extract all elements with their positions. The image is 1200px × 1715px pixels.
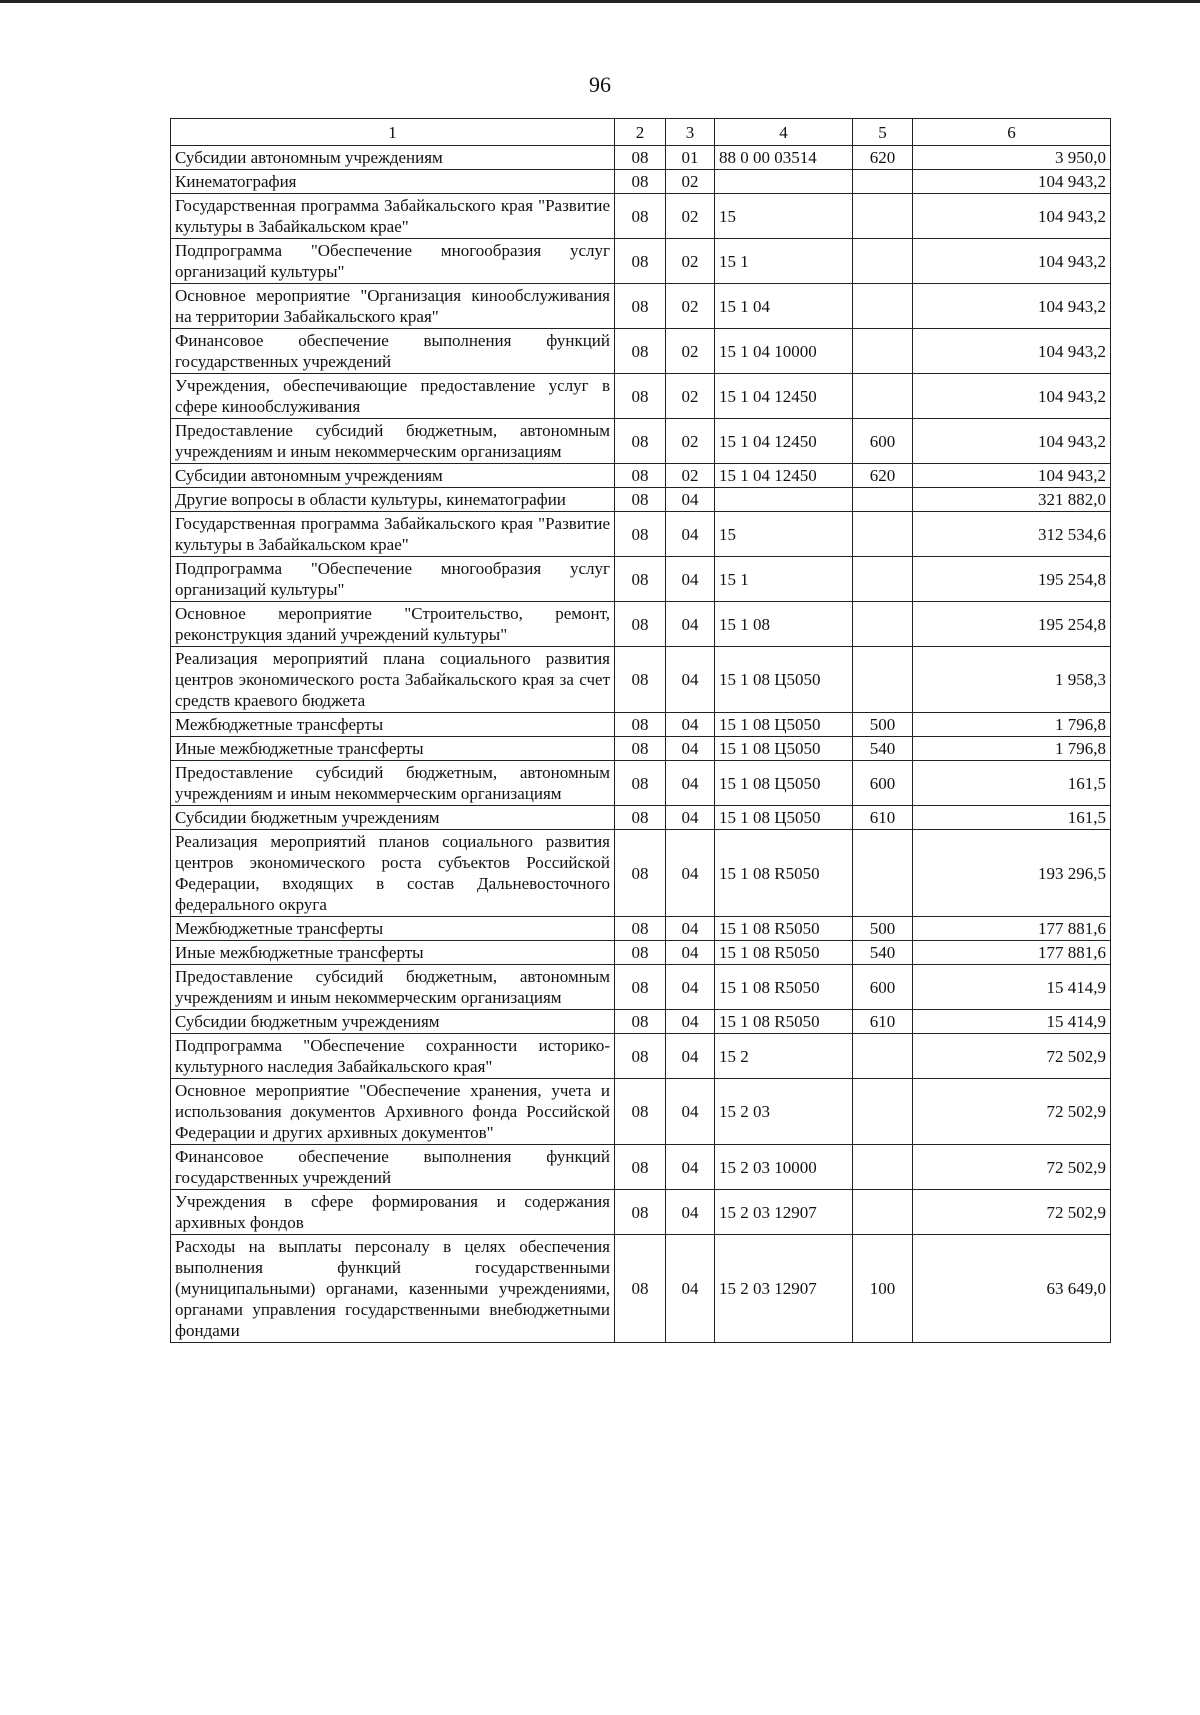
row-expense-type: 600: [853, 965, 913, 1010]
row-name: Субсидии бюджетным учреждениям: [171, 806, 615, 830]
table-row: [171, 419, 1111, 464]
row-expense-type: [853, 488, 913, 512]
table-row: [171, 713, 1111, 737]
row-target-code: 15: [715, 512, 853, 557]
row-amount: 1 958,3: [913, 647, 1111, 713]
page-number: 96: [589, 72, 611, 97]
row-target-code: 15 1 08 Ц5050: [715, 737, 853, 761]
row-name: Субсидии бюджетным учреждениям: [171, 1010, 615, 1034]
row-name: Расходы на выплаты персоналу в целях обеспечения выполнения функций государственными (муниципальными) органами, казенными учреждениями, органами управления государственными внебюджетными фондами: [171, 1235, 615, 1343]
row-target-code: 15 1 04 12450: [715, 464, 853, 488]
row-expense-type: [853, 1190, 913, 1235]
row-expense-type: 600: [853, 419, 913, 464]
table-row: [171, 1034, 1111, 1079]
row-name: Предоставление субсидий бюджетным, автономным учреждениям и иным некоммерческим организациям: [171, 761, 615, 806]
row-subsection: 04: [666, 713, 715, 737]
row-name: Учреждения, обеспечивающие предоставление услуг в сфере кинообслуживания: [171, 374, 615, 419]
row-section: 08: [615, 647, 666, 713]
row-target-code: 15 1 08 R5050: [715, 941, 853, 965]
row-name: Подпрограмма "Обеспечение многообразия услуг организаций культуры": [171, 239, 615, 284]
row-expense-type: 540: [853, 737, 913, 761]
row-expense-type: 610: [853, 1010, 913, 1034]
row-subsection: 04: [666, 761, 715, 806]
row-expense-type: [853, 194, 913, 239]
row-amount: 104 943,2: [913, 464, 1111, 488]
scan-edge: [0, 0, 1200, 3]
row-section: 08: [615, 1190, 666, 1235]
row-subsection: 02: [666, 239, 715, 284]
row-amount: 104 943,2: [913, 170, 1111, 194]
row-target-code: 15 2 03: [715, 1079, 853, 1145]
row-amount: 321 882,0: [913, 488, 1111, 512]
row-subsection: 04: [666, 602, 715, 647]
row-subsection: 02: [666, 464, 715, 488]
table-body: [171, 146, 1111, 1343]
row-subsection: 04: [666, 941, 715, 965]
row-expense-type: 100: [853, 1235, 913, 1343]
row-target-code: 15 1 04 12450: [715, 374, 853, 419]
row-amount: 1 796,8: [913, 737, 1111, 761]
row-amount: 177 881,6: [913, 917, 1111, 941]
row-name: Реализация мероприятий плана социального развития центров экономического роста Забайкальского края за счет средств краевого бюджета: [171, 647, 615, 713]
row-expense-type: [853, 557, 913, 602]
row-amount: 104 943,2: [913, 239, 1111, 284]
row-amount: 1 796,8: [913, 713, 1111, 737]
header-col-5: 5: [853, 119, 913, 146]
row-subsection: 02: [666, 419, 715, 464]
table-row: [171, 512, 1111, 557]
header-col-3: 3: [666, 119, 715, 146]
row-name: Субсидии автономным учреждениям: [171, 146, 615, 170]
row-target-code: 15 1 04: [715, 284, 853, 329]
row-target-code: 15 1 08 R5050: [715, 965, 853, 1010]
row-section: 08: [615, 374, 666, 419]
table-row: [171, 1145, 1111, 1190]
row-amount: 72 502,9: [913, 1079, 1111, 1145]
row-amount: 177 881,6: [913, 941, 1111, 965]
row-amount: 104 943,2: [913, 284, 1111, 329]
row-section: 08: [615, 329, 666, 374]
row-amount: 195 254,8: [913, 602, 1111, 647]
row-section: 08: [615, 284, 666, 329]
row-target-code: 15 2: [715, 1034, 853, 1079]
row-amount: 312 534,6: [913, 512, 1111, 557]
table-header: [171, 119, 1111, 146]
row-amount: 104 943,2: [913, 194, 1111, 239]
table-row: [171, 194, 1111, 239]
row-amount: 104 943,2: [913, 374, 1111, 419]
row-amount: 72 502,9: [913, 1190, 1111, 1235]
row-name: Основное мероприятие "Обеспечение хранения, учета и использования документов Архивного фонда Российской Федерации и других архивных документов": [171, 1079, 615, 1145]
row-target-code: 15 1 08 R5050: [715, 830, 853, 917]
row-name: Финансовое обеспечение выполнения функций государственных учреждений: [171, 329, 615, 374]
row-section: 08: [615, 419, 666, 464]
row-expense-type: 500: [853, 713, 913, 737]
row-name: Подпрограмма "Обеспечение сохранности историко-культурного наследия Забайкальского края": [171, 1034, 615, 1079]
row-target-code: 15 1 08 Ц5050: [715, 713, 853, 737]
row-section: 08: [615, 1010, 666, 1034]
row-section: 08: [615, 806, 666, 830]
row-target-code: 15 1 04 10000: [715, 329, 853, 374]
row-target-code: 15 1: [715, 239, 853, 284]
row-section: 08: [615, 239, 666, 284]
row-expense-type: [853, 374, 913, 419]
row-section: 08: [615, 737, 666, 761]
row-expense-type: 620: [853, 464, 913, 488]
table-row: [171, 941, 1111, 965]
row-expense-type: [853, 239, 913, 284]
row-name: Подпрограмма "Обеспечение многообразия услуг организаций культуры": [171, 557, 615, 602]
table-row: [171, 1079, 1111, 1145]
row-expense-type: [853, 170, 913, 194]
row-section: 08: [615, 1034, 666, 1079]
table-row: [171, 761, 1111, 806]
row-section: 08: [615, 464, 666, 488]
header-col-2: 2: [615, 119, 666, 146]
table-row: [171, 239, 1111, 284]
row-name: Основное мероприятие "Организация кинообслуживания на территории Забайкальского края": [171, 284, 615, 329]
row-target-code: 15 2 03 10000: [715, 1145, 853, 1190]
row-name: Основное мероприятие "Строительство, ремонт, реконструкция зданий учреждений культуры": [171, 602, 615, 647]
row-name: Государственная программа Забайкальского края "Развитие культуры в Забайкальском крае": [171, 512, 615, 557]
row-section: 08: [615, 917, 666, 941]
row-expense-type: [853, 1145, 913, 1190]
row-subsection: 04: [666, 1010, 715, 1034]
table-row: [171, 737, 1111, 761]
row-subsection: 02: [666, 374, 715, 419]
row-subsection: 04: [666, 830, 715, 917]
row-section: 08: [615, 1079, 666, 1145]
row-amount: 63 649,0: [913, 1235, 1111, 1343]
row-target-code: 15 1 08 Ц5050: [715, 647, 853, 713]
row-subsection: 01: [666, 146, 715, 170]
row-amount: 193 296,5: [913, 830, 1111, 917]
row-amount: 3 950,0: [913, 146, 1111, 170]
row-subsection: 04: [666, 647, 715, 713]
row-expense-type: [853, 329, 913, 374]
row-target-code: 15 1 08 Ц5050: [715, 761, 853, 806]
row-section: 08: [615, 965, 666, 1010]
row-target-code: 15 1 08 R5050: [715, 917, 853, 941]
row-target-code: 15 2 03 12907: [715, 1190, 853, 1235]
row-subsection: 04: [666, 737, 715, 761]
row-name: Иные межбюджетные трансферты: [171, 737, 615, 761]
table-row: [171, 557, 1111, 602]
row-amount: 72 502,9: [913, 1145, 1111, 1190]
row-subsection: 04: [666, 917, 715, 941]
row-target-code: 15 1 08: [715, 602, 853, 647]
row-expense-type: 620: [853, 146, 913, 170]
row-subsection: 04: [666, 1034, 715, 1079]
row-target-code: [715, 170, 853, 194]
row-target-code: 15: [715, 194, 853, 239]
row-section: 08: [615, 488, 666, 512]
table-row: [171, 170, 1111, 194]
row-expense-type: 500: [853, 917, 913, 941]
row-amount: 161,5: [913, 761, 1111, 806]
row-target-code: 15 1 08 Ц5050: [715, 806, 853, 830]
table-row: [171, 284, 1111, 329]
row-subsection: 04: [666, 1235, 715, 1343]
table-row: [171, 647, 1111, 713]
row-name: Предоставление субсидий бюджетным, автономным учреждениям и иным некоммерческим организациям: [171, 965, 615, 1010]
row-expense-type: [853, 284, 913, 329]
table-row: [171, 830, 1111, 917]
row-amount: 15 414,9: [913, 1010, 1111, 1034]
row-name: Межбюджетные трансферты: [171, 713, 615, 737]
row-amount: 104 943,2: [913, 419, 1111, 464]
table-row: [171, 917, 1111, 941]
row-section: 08: [615, 557, 666, 602]
row-expense-type: [853, 1034, 913, 1079]
row-expense-type: 540: [853, 941, 913, 965]
row-name: Учреждения в сфере формирования и содержания архивных фондов: [171, 1190, 615, 1235]
row-section: 08: [615, 194, 666, 239]
header-col-4: 4: [715, 119, 853, 146]
row-name: Иные межбюджетные трансферты: [171, 941, 615, 965]
table-row: [171, 1190, 1111, 1235]
row-amount: 104 943,2: [913, 329, 1111, 374]
row-name: Государственная программа Забайкальского края "Развитие культуры в Забайкальском крае": [171, 194, 615, 239]
row-section: 08: [615, 830, 666, 917]
row-name: Другие вопросы в области культуры, кинематографии: [171, 488, 615, 512]
row-subsection: 04: [666, 965, 715, 1010]
row-target-code: 15 1 04 12450: [715, 419, 853, 464]
budget-table: [170, 118, 1111, 1343]
row-target-code: [715, 488, 853, 512]
row-name: Межбюджетные трансферты: [171, 917, 615, 941]
table-row: [171, 146, 1111, 170]
row-amount: 195 254,8: [913, 557, 1111, 602]
header-col-6: 6: [913, 119, 1111, 146]
header-col-1: 1: [171, 119, 615, 146]
row-section: 08: [615, 761, 666, 806]
row-subsection: 04: [666, 1145, 715, 1190]
row-name: Предоставление субсидий бюджетным, автономным учреждениям и иным некоммерческим организациям: [171, 419, 615, 464]
table-row: [171, 329, 1111, 374]
row-section: 08: [615, 1235, 666, 1343]
row-target-code: 15 1 08 R5050: [715, 1010, 853, 1034]
row-section: 08: [615, 512, 666, 557]
row-subsection: 04: [666, 1079, 715, 1145]
row-subsection: 04: [666, 512, 715, 557]
row-name: Финансовое обеспечение выполнения функций государственных учреждений: [171, 1145, 615, 1190]
table-row: [171, 1235, 1111, 1343]
header-row: [171, 119, 1111, 146]
row-expense-type: [853, 512, 913, 557]
table-row: [171, 1010, 1111, 1034]
table-row: [171, 806, 1111, 830]
row-expense-type: [853, 647, 913, 713]
row-expense-type: [853, 602, 913, 647]
row-expense-type: [853, 1079, 913, 1145]
row-subsection: 02: [666, 194, 715, 239]
table-row: [171, 602, 1111, 647]
row-name: Реализация мероприятий планов социального развития центров экономического роста субъектов Российской Федерации, входящих в состав Дальневосточного федерального округа: [171, 830, 615, 917]
row-name: Субсидии автономным учреждениям: [171, 464, 615, 488]
row-subsection: 04: [666, 488, 715, 512]
table-row: [171, 464, 1111, 488]
row-name: Кинематография: [171, 170, 615, 194]
row-section: 08: [615, 602, 666, 647]
row-target-code: 15 1: [715, 557, 853, 602]
row-subsection: 04: [666, 806, 715, 830]
row-target-code: 15 2 03 12907: [715, 1235, 853, 1343]
row-amount: 72 502,9: [913, 1034, 1111, 1079]
row-subsection: 04: [666, 1190, 715, 1235]
row-expense-type: [853, 830, 913, 917]
row-section: 08: [615, 713, 666, 737]
table-row: [171, 374, 1111, 419]
row-amount: 161,5: [913, 806, 1111, 830]
table-row: [171, 488, 1111, 512]
row-section: 08: [615, 170, 666, 194]
row-expense-type: 600: [853, 761, 913, 806]
row-section: 08: [615, 146, 666, 170]
row-expense-type: 610: [853, 806, 913, 830]
row-section: 08: [615, 941, 666, 965]
row-section: 08: [615, 1145, 666, 1190]
row-subsection: 02: [666, 170, 715, 194]
row-subsection: 02: [666, 284, 715, 329]
row-amount: 15 414,9: [913, 965, 1111, 1010]
table-row: [171, 965, 1111, 1010]
row-target-code: 88 0 00 03514: [715, 146, 853, 170]
row-subsection: 04: [666, 557, 715, 602]
row-subsection: 02: [666, 329, 715, 374]
